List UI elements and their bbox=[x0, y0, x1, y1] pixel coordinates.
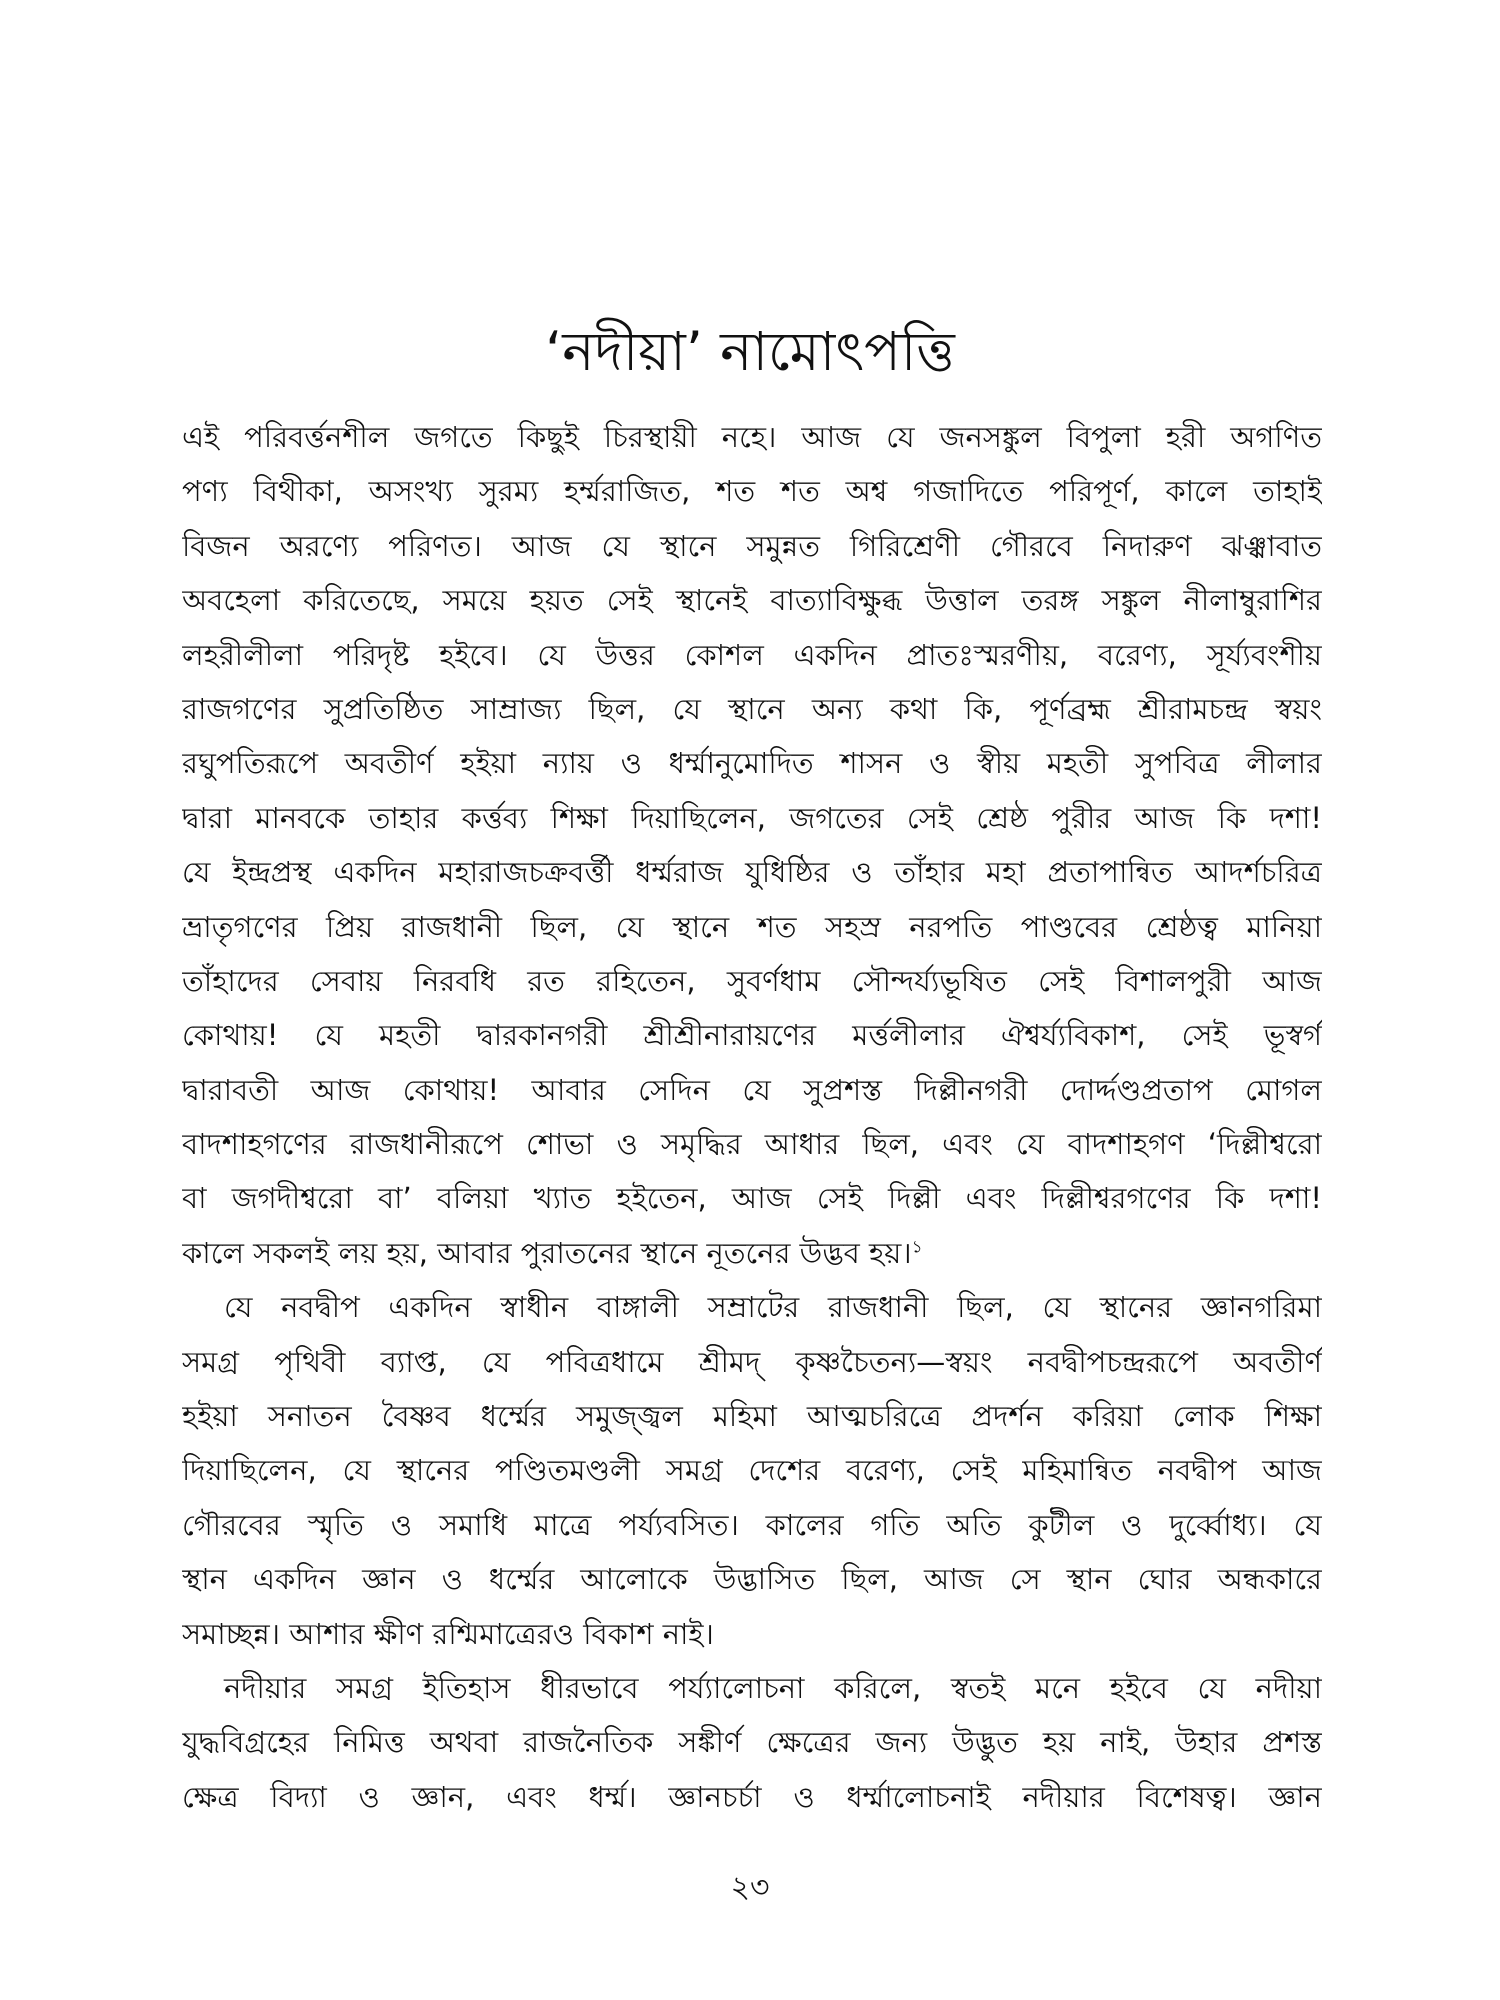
text-line: যে নবদ্বীপ একদিন স্বাধীন বাঙ্গালী সম্রাটের রাজধানী ছিল, যে স্থানের জ্ঞানগরিমা bbox=[224, 1290, 1322, 1325]
text-line bbox=[182, 1226, 1322, 1280]
text-line: বা জগদীশ্বরো বা’ বলিয়া খ্যাত হইতেন, আজ সেই দিল্লী এবং দিল্লীশ্বরগণের কি দশা! bbox=[182, 1181, 1322, 1216]
text-line: দিয়াছিলেন, যে স্থানের পণ্ডিতমণ্ডলী সমগ্র দেশের বরেণ্য, সেই মহিমান্বিত নবদ্বীপ আজ bbox=[182, 1453, 1322, 1488]
text-line: অবহেলা করিতেছে, সময়ে হয়ত সেই স্থানেই বাত্যাবিক্ষুব্ধ উত্তাল তরঙ্গ সঙ্কুল নীলাম্বুরাশির bbox=[182, 583, 1322, 618]
paragraph-3 bbox=[182, 1661, 1322, 1824]
footnote-reference: ১ bbox=[911, 1237, 923, 1258]
text-line: তাঁহাদের সেবায় নিরবধি রত রহিতেন, সুবর্ণধাম সৌন্দর্য্যভূষিত সেই বিশালপুরী আজ bbox=[182, 963, 1322, 998]
text-line: বাদশাহগণের রাজধানীরূপে শোভা ও সমৃদ্ধির আধার ছিল, এবং যে বাদশাহগণ ‘দিল্লীশ্বরো bbox=[182, 1127, 1322, 1162]
text-line-content: কালে সকলই লয় হয়, আবার পুরাতনের স্থানে নূতনের উদ্ভব হয়। bbox=[182, 1235, 912, 1270]
text-line: গৌরবের স্মৃতি ও সমাধি মাত্রে পর্য্যবসিত। কালের গতি অতি কুটীল ও দুর্ব্বোধ্য। যে bbox=[182, 1507, 1322, 1542]
body-text bbox=[182, 410, 1322, 1824]
text-line: সমাচ্ছন্ন। আশার ক্ষীণ রশ্মিমাত্রেরও বিকাশ নাই। bbox=[182, 1616, 714, 1651]
text-line: দ্বারাবতী আজ কোথায়! আবার সেদিন যে সুপ্রশস্ত দিল্লীনগরী দোর্দ্দণ্ডপ্রতাপ মোগল bbox=[182, 1072, 1322, 1107]
text-line: কোথায়! যে মহতী দ্বারকানগরী শ্রীশ্রীনারায়ণের মর্ত্তলীলার ঐশ্বর্য্যবিকাশ, সেই ভূস্বর্গ bbox=[182, 1018, 1322, 1053]
text-line: যুদ্ধবিগ্রহের নিমিত্ত অথবা রাজনৈতিক সঙ্কীর্ণ ক্ষেত্রের জন্য উদ্ভুত হয় নাই, উহার প্রশস্ত bbox=[182, 1725, 1322, 1760]
text-line: নদীয়ার সমগ্র ইতিহাস ধীরভাবে পর্য্যালোচনা করিলে, স্বতই মনে হইবে যে নদীয়া bbox=[224, 1670, 1322, 1705]
text-line: বিজন অরণ্যে পরিণত। আজ যে স্থানে সমুন্নত গিরিশ্রেণী গৌরবে নিদারুণ ঝঞ্ঝাবাত bbox=[182, 528, 1322, 563]
chapter-title: ‘নদীয়া’ নামোৎপত্তি bbox=[545, 320, 955, 384]
page-number: ২৩ bbox=[730, 1870, 770, 1905]
paragraph-2 bbox=[182, 1280, 1322, 1661]
text-line: সমগ্র পৃথিবী ব্যাপ্ত, যে পবিত্রধামে শ্রীমদ্ কৃষ্ণচৈতন্য—স্বয়ং নবদ্বীপচন্দ্ররূপে অবতীর্ণ bbox=[182, 1344, 1322, 1379]
text-line: লহরীলীলা পরিদৃষ্ট হইবে। যে উত্তর কোশল একদিন প্রাতঃস্মরণীয়, বরেণ্য, সূর্য্যবংশীয় bbox=[182, 637, 1322, 672]
text-line: হইয়া সনাতন বৈষ্ণব ধর্ম্মের সমুজ্জ্বল মহিমা আত্মচরিত্রে প্রদর্শন করিয়া লোক শিক্ষা bbox=[182, 1399, 1322, 1434]
text-line: রাজগণের সুপ্রতিষ্ঠিত সাম্রাজ্য ছিল, যে স্থানে অন্য কথা কি, পূর্ণব্রহ্ম শ্রীরামচন্দ্র স্বয়ং bbox=[182, 691, 1322, 726]
text-line: ক্ষেত্র বিদ্যা ও জ্ঞান, এবং ধর্ম্ম। জ্ঞানচর্চা ও ধর্ম্মালোচনাই নদীয়ার বিশেষত্ব। জ্ঞান bbox=[182, 1779, 1322, 1814]
text-line: যে ইন্দ্রপ্রস্থ একদিন মহারাজচক্রবর্ত্তী ধর্ম্মরাজ যুধিষ্ঠির ও তাঁহার মহা প্রতাপান্বিত আদর্শচরিত্র bbox=[182, 855, 1322, 890]
text-line: ভ্রাতৃগণের প্রিয় রাজধানী ছিল, যে স্থানে শত সহস্র নরপতি পাণ্ডবের শ্রেষ্ঠত্ব মানিয়া bbox=[182, 909, 1322, 944]
text-line: স্থান একদিন জ্ঞান ও ধর্ম্মের আলোকে উদ্ভাসিত ছিল, আজ সে স্থান ঘোর অন্ধকারে bbox=[182, 1562, 1322, 1597]
paragraph-1 bbox=[182, 410, 1322, 1280]
text-line: রঘুপতিরূপে অবতীর্ণ হইয়া ন্যায় ও ধর্ম্মানুমোদিত শাসন ও স্বীয় মহতী সুপবিত্র লীলার bbox=[182, 746, 1322, 781]
text-line: এই পরিবর্ত্তনশীল জগতে কিছুই চিরস্থায়ী নহে। আজ যে জনসঙ্কুল বিপুলা হরী অগণিত bbox=[182, 420, 1322, 454]
text-line: দ্বারা মানবকে তাহার কর্ত্তব্য শিক্ষা দিয়াছিলেন, জগতের সেই শ্রেষ্ঠ পুরীর আজ কি দশা! bbox=[182, 800, 1322, 835]
text-line: পণ্য বিথীকা, অসংখ্য সুরম্য হর্ম্মরাজিত, শত শত অশ্ব গজাদিতে পরিপূর্ণ, কালে তাহাই bbox=[182, 474, 1322, 509]
